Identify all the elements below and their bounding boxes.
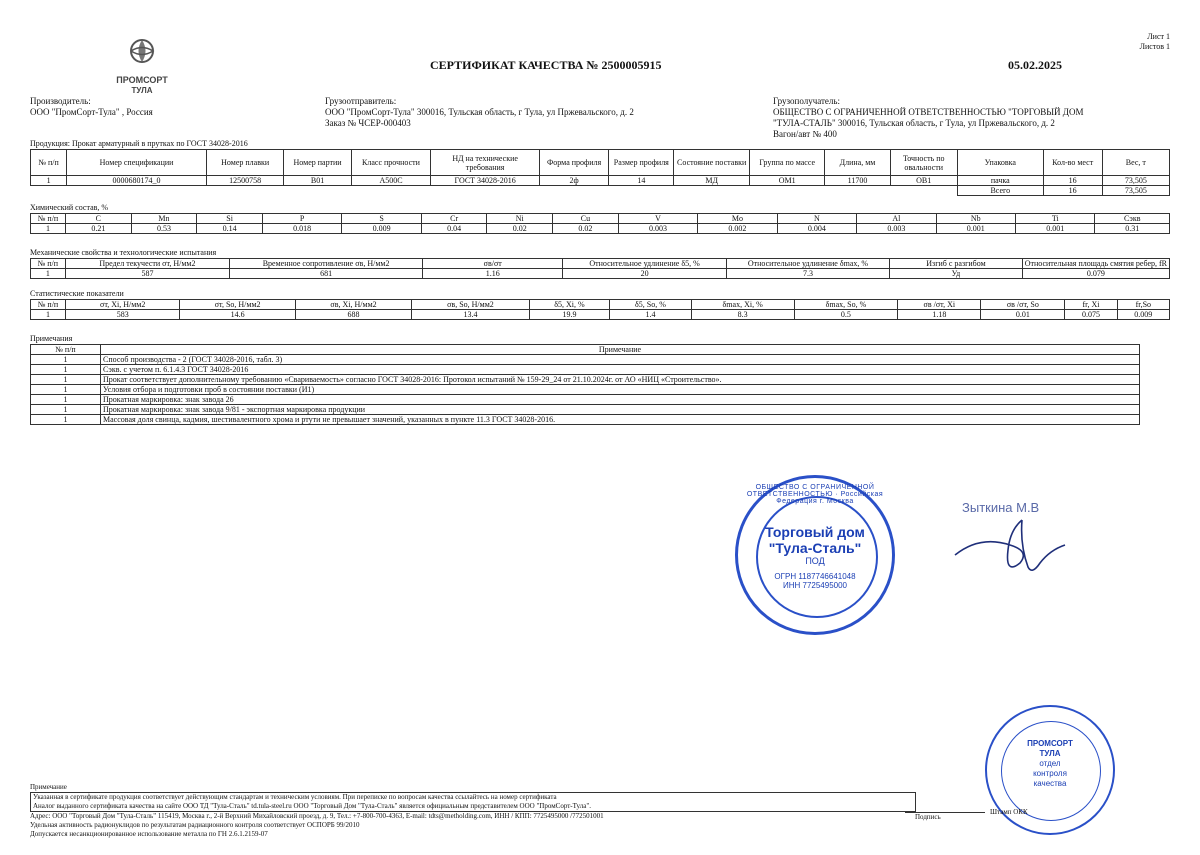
table-row bbox=[31, 310, 1170, 320]
header-cell: σв /σт, Xi bbox=[898, 300, 981, 310]
header-cell: Cu bbox=[553, 214, 619, 224]
stamp-line3: ПОД bbox=[805, 556, 825, 566]
header-cell: Номер спецификации bbox=[67, 150, 207, 176]
footer-line4: Удельная активность радионуклидов по результатам радиационного контроля соответствует ОСПОРБ 99/2010 bbox=[30, 821, 360, 829]
header-cell: S bbox=[342, 214, 421, 224]
table-cell: 1 bbox=[31, 176, 67, 186]
header-cell: σв/σт bbox=[422, 259, 563, 269]
header-cell: Относительное удлинение δmax, % bbox=[726, 259, 890, 269]
producer-value: ООО "ПромСорт-Тула" , Россия bbox=[30, 107, 153, 117]
signatory-name: Зыткина М.В bbox=[962, 500, 1040, 515]
table-cell: 1 bbox=[31, 355, 101, 365]
table-cell: 12500758 bbox=[206, 176, 284, 186]
logo-icon bbox=[127, 38, 157, 72]
header-cell: Cr bbox=[421, 214, 487, 224]
table-cell: 16 bbox=[1043, 176, 1102, 186]
header-cell: Размер профиля bbox=[609, 150, 674, 176]
table-cell: 1 bbox=[31, 405, 101, 415]
wagon-number: Вагон/авт № 400 bbox=[773, 129, 837, 139]
header-cell: Форма профиля bbox=[539, 150, 608, 176]
stat-label: Статистические показатели bbox=[30, 289, 124, 298]
header-cell: Mn bbox=[131, 214, 197, 224]
header-cell: Кол-во мест bbox=[1043, 150, 1102, 176]
table-cell: пачка bbox=[957, 176, 1043, 186]
table-cell: 11700 bbox=[825, 176, 890, 186]
consignee-line2: "ТУЛА-СТАЛЬ" 300016, Тульская область, г Тула, ул Пржевальского, д. 2 bbox=[773, 118, 1055, 128]
table-cell: 0.14 bbox=[197, 224, 263, 234]
footer-line1: Указанная в сертификате продукция соответствует действующим стандартам и техническим условиям. При переписке по вопросам качества ссылайтесь на номер сертификата bbox=[33, 793, 557, 801]
header-cell: P bbox=[262, 214, 341, 224]
shipper-block bbox=[325, 96, 634, 129]
table-cell: 681 bbox=[230, 269, 423, 279]
product-table-header bbox=[31, 150, 1170, 176]
note-text: Прокатная маркировка: знак завода 9/81 - экспортная маркировка продукции bbox=[101, 405, 1140, 415]
shipper-label: Грузоотправитель: bbox=[325, 96, 397, 106]
notes-header bbox=[31, 345, 1140, 355]
table-cell: 0.53 bbox=[131, 224, 197, 234]
company-logo bbox=[112, 38, 172, 96]
logo-line2: ТУЛА bbox=[131, 86, 153, 95]
note-text: Прокатная маркировка: знак завода 26 bbox=[101, 395, 1140, 405]
table-cell: 20 bbox=[563, 269, 726, 279]
note-text: Условия отбора и подготовки проб в состоянии поставки (И1) bbox=[101, 385, 1140, 395]
header-cell: НД на технические требования bbox=[431, 150, 540, 176]
note-text: Массовая доля свинца, кадмия, шестивалентного хрома и ртути не превышает значений, указанных в пункте 11.3 ГОСТ 34028-2016. bbox=[101, 415, 1140, 425]
table-cell: 0.02 bbox=[553, 224, 619, 234]
header-cell: fr, Xi bbox=[1065, 300, 1117, 310]
notes-table bbox=[30, 344, 1140, 425]
header-cell: Mo bbox=[698, 214, 777, 224]
footer-line5: Допускается несанкционированное использование металла по ГН 2.6.1.2159-07 bbox=[30, 830, 268, 838]
header-cell: δ5, Xi, % bbox=[529, 300, 610, 310]
consignee-line1: ОБЩЕСТВО С ОГРАНИЧЕННОЙ ОТВЕТСТВЕННОСТЬЮ "ТОРГОВЫЙ ДОМ bbox=[773, 107, 1084, 117]
table-cell: 583 bbox=[66, 310, 180, 320]
header-cell: δmax, Xi, % bbox=[691, 300, 794, 310]
header-cell: Si bbox=[197, 214, 263, 224]
footer-box bbox=[30, 792, 916, 812]
producer-label: Производитель: bbox=[30, 96, 91, 106]
shipper-value: ООО "ПромСорт-Тула" 300016, Тульская область, г Тула, ул Пржевальского, д. 2 bbox=[325, 107, 634, 117]
mech-label: Механические свойства и технологические испытания bbox=[30, 248, 217, 257]
header-cell: Предел текучести σт, Н/мм2 bbox=[65, 259, 230, 269]
table-row bbox=[31, 385, 1140, 395]
header-cell: σв /σт, So bbox=[981, 300, 1065, 310]
table-cell: 1.16 bbox=[422, 269, 563, 279]
table-cell: 13.4 bbox=[412, 310, 529, 320]
table-row bbox=[31, 355, 1140, 365]
footer bbox=[30, 783, 1030, 839]
table-row bbox=[31, 375, 1140, 385]
header-cell: fr,So bbox=[1117, 300, 1169, 310]
sheet-number: Лист 1 bbox=[1147, 32, 1170, 41]
table-cell: 8.3 bbox=[691, 310, 794, 320]
signature-image bbox=[950, 515, 1070, 580]
header-cell: Сэкв bbox=[1095, 214, 1170, 224]
table-cell: 0000680174_0 bbox=[67, 176, 207, 186]
table-cell: 0.21 bbox=[66, 224, 132, 234]
footer-label: Примечание bbox=[30, 783, 67, 791]
header-cell: № п/п bbox=[31, 300, 66, 310]
header-cell: C bbox=[66, 214, 132, 224]
qc-stamp-line4: контроля bbox=[1033, 769, 1067, 778]
stat-table bbox=[30, 299, 1170, 320]
table-cell: 1 bbox=[31, 269, 66, 279]
order-number: Заказ № ЧСЕР-000403 bbox=[325, 118, 411, 128]
table-cell: МД bbox=[674, 176, 750, 186]
table-cell: 0.001 bbox=[1016, 224, 1095, 234]
sheet-info bbox=[1140, 32, 1170, 52]
table-cell: ОМ1 bbox=[749, 176, 825, 186]
header-cell: № п/п bbox=[31, 259, 66, 269]
table-cell: 0.003 bbox=[857, 224, 936, 234]
stat-header bbox=[31, 300, 1170, 310]
table-cell: 587 bbox=[65, 269, 230, 279]
table-row bbox=[31, 415, 1140, 425]
note-text: Прокат соответствует дополнительному требованию «Свариваемость» согласно ГОСТ 34028-2016: Протокол испытаний № 159-29_24 от 21.10.2024г. от АО «НИЦ «Строительство». bbox=[101, 375, 1140, 385]
product-table bbox=[30, 149, 1170, 196]
header-cell: Примечание bbox=[101, 345, 1140, 355]
footer-line2: Аналог выданного сертификата качества на сайте ООО ТД "Тула-Сталь" td.tula-steel.ru ООО "Торговый Дом "Тула-Сталь" является официальным представителем ООО "ПромСорт-Тула". bbox=[33, 802, 591, 810]
qc-stamp-line1: ПРОМСОРТ bbox=[1027, 739, 1073, 748]
table-cell: А500С bbox=[351, 176, 431, 186]
table-cell: 0.01 bbox=[981, 310, 1065, 320]
total-places: 16 bbox=[1043, 186, 1102, 196]
header-cell: № п/п bbox=[31, 345, 101, 355]
header-cell: N bbox=[777, 214, 856, 224]
header-cell: Длина, мм bbox=[825, 150, 890, 176]
signature-label: Подпись bbox=[915, 813, 941, 821]
header-cell: Ni bbox=[487, 214, 553, 224]
header-cell: Временное сопротивление σв, Н/мм2 bbox=[230, 259, 423, 269]
chem-label: Химический состав, % bbox=[30, 203, 109, 212]
table-cell: 7.3 bbox=[726, 269, 890, 279]
header-cell: σт, Xi, Н/мм2 bbox=[66, 300, 180, 310]
certificate-title: СЕРТИФИКАТ КАЧЕСТВА № 2500005915 bbox=[430, 58, 662, 72]
stamp-ogrn: ОГРН 1187746641048 bbox=[774, 572, 856, 581]
total-label: Всего bbox=[957, 186, 1043, 196]
header-cell: V bbox=[618, 214, 697, 224]
table-cell: 0.02 bbox=[487, 224, 553, 234]
header-cell: Состояние поставки bbox=[674, 150, 750, 176]
qc-stamp-line5: качества bbox=[1033, 779, 1067, 788]
table-cell: 14 bbox=[609, 176, 674, 186]
table-cell: 1 bbox=[31, 395, 101, 405]
header-cell: Nb bbox=[936, 214, 1015, 224]
chem-table bbox=[30, 213, 1170, 234]
stamp-ring-text: ОБЩЕСТВО С ОГРАНИЧЕННОЙ ОТВЕТСТВЕННОСТЬЮ · Российская Федерация г. Москва bbox=[746, 484, 884, 505]
table-cell: 0.04 bbox=[421, 224, 487, 234]
sheet-count: Листов 1 bbox=[1139, 42, 1170, 51]
table-cell: 0.002 bbox=[698, 224, 777, 234]
company-stamp bbox=[735, 475, 895, 635]
mech-header bbox=[31, 259, 1170, 269]
consignee-block bbox=[773, 96, 1083, 140]
table-cell: 0.018 bbox=[262, 224, 341, 234]
qc-stamp-line3: отдел bbox=[1039, 759, 1061, 768]
table-cell: 1 bbox=[31, 385, 101, 395]
header-cell: δ5, So, % bbox=[610, 300, 692, 310]
header-cell: Упаковка bbox=[957, 150, 1043, 176]
table-cell: 0.001 bbox=[936, 224, 1015, 234]
header-cell: δmax, So, % bbox=[794, 300, 898, 310]
chem-header bbox=[31, 214, 1170, 224]
table-cell: 73,505 bbox=[1102, 176, 1169, 186]
table-cell: 1 bbox=[31, 375, 101, 385]
table-cell: 0.5 bbox=[794, 310, 898, 320]
table-cell: ГОСТ 34028-2016 bbox=[431, 176, 540, 186]
total-row bbox=[31, 186, 1170, 196]
table-cell: 1.18 bbox=[898, 310, 981, 320]
header-cell: № п/п bbox=[31, 214, 66, 224]
producer-block bbox=[30, 96, 153, 118]
product-description: Продукция: Прокат арматурный в прутках по ГОСТ 34028-2016 bbox=[30, 139, 248, 148]
stamp-line1: Торговый дом bbox=[765, 524, 865, 540]
note-text: Способ производства - 2 (ГОСТ 34028-2016, табл. 3) bbox=[101, 355, 1140, 365]
table-cell: 0.004 bbox=[777, 224, 856, 234]
table-cell: B01 bbox=[284, 176, 351, 186]
table-cell: 0.31 bbox=[1095, 224, 1170, 234]
header-cell: Точность по овальности bbox=[890, 150, 957, 176]
stamp-inn: ИНН 7725495000 bbox=[782, 581, 848, 590]
header-cell: Al bbox=[857, 214, 936, 224]
table-row bbox=[31, 176, 1170, 186]
table-cell: 688 bbox=[295, 310, 411, 320]
header-cell: Номер партии bbox=[284, 150, 351, 176]
header-cell: Группа по массе bbox=[749, 150, 825, 176]
table-cell: 0.009 bbox=[342, 224, 421, 234]
footer-line3: Адрес: ООО "Торговый Дом "Тула-Сталь" 115419, Москва г., 2-й Верхний Михайловский проезд, д. 9, Тел.: +7-800-700-4363, E-mail: tdts@metholding.com, ИНН / КПП: 7725495000 /772501001 bbox=[30, 812, 604, 820]
table-row bbox=[31, 224, 1170, 234]
table-cell: 2ф bbox=[539, 176, 608, 186]
certificate-date: 05.02.2025 bbox=[1008, 58, 1062, 72]
notes-label: Примечания bbox=[30, 334, 73, 343]
header-cell: σт, So, Н/мм2 bbox=[180, 300, 295, 310]
header-cell: Номер плавки bbox=[206, 150, 284, 176]
table-cell: 1 bbox=[31, 365, 101, 375]
table-row bbox=[31, 365, 1140, 375]
table-cell: 1 bbox=[31, 224, 66, 234]
table-cell: ОВ1 bbox=[890, 176, 957, 186]
header-cell: σв, So, Н/мм2 bbox=[412, 300, 529, 310]
qc-stamp-line2: ТУЛА bbox=[1039, 749, 1061, 758]
table-row bbox=[31, 405, 1140, 415]
table-cell: 0.079 bbox=[1022, 269, 1169, 279]
mech-table bbox=[30, 258, 1170, 279]
signature-line bbox=[905, 812, 985, 813]
stamp-line2: "Тула-Сталь" bbox=[768, 540, 862, 556]
consignee-label: Грузополучатель: bbox=[773, 96, 841, 106]
header-cell: Класс прочности bbox=[351, 150, 431, 176]
table-row bbox=[31, 269, 1170, 279]
table-cell: 1 bbox=[31, 310, 66, 320]
note-text: Сэкв. с учетом п. 6.1.4.3 ГОСТ 34028-2016 bbox=[101, 365, 1140, 375]
header-cell: σв, Xi, Н/мм2 bbox=[295, 300, 411, 310]
total-weight: 73,505 bbox=[1102, 186, 1169, 196]
table-cell: 14.6 bbox=[180, 310, 295, 320]
header-cell: Относительная площадь смятия ребер, fR bbox=[1022, 259, 1169, 269]
table-cell: 19.9 bbox=[529, 310, 610, 320]
header-cell: № п/п bbox=[31, 150, 67, 176]
header-cell: Относительное удлинение δ5, % bbox=[563, 259, 726, 269]
table-row bbox=[31, 395, 1140, 405]
header-cell: Вес, т bbox=[1102, 150, 1169, 176]
qc-stamp-label: Штамп ОКК bbox=[990, 808, 1028, 816]
header-cell: Изгиб с разгибом bbox=[890, 259, 1022, 269]
table-cell: Уд bbox=[890, 269, 1022, 279]
table-cell: 0.075 bbox=[1065, 310, 1117, 320]
table-cell: 0.009 bbox=[1117, 310, 1169, 320]
table-cell: 1 bbox=[31, 415, 101, 425]
header-cell: Ti bbox=[1016, 214, 1095, 224]
table-cell: 1.4 bbox=[610, 310, 692, 320]
table-cell: 0.003 bbox=[618, 224, 697, 234]
logo-line1: ПРОМСОРТ bbox=[116, 75, 168, 85]
